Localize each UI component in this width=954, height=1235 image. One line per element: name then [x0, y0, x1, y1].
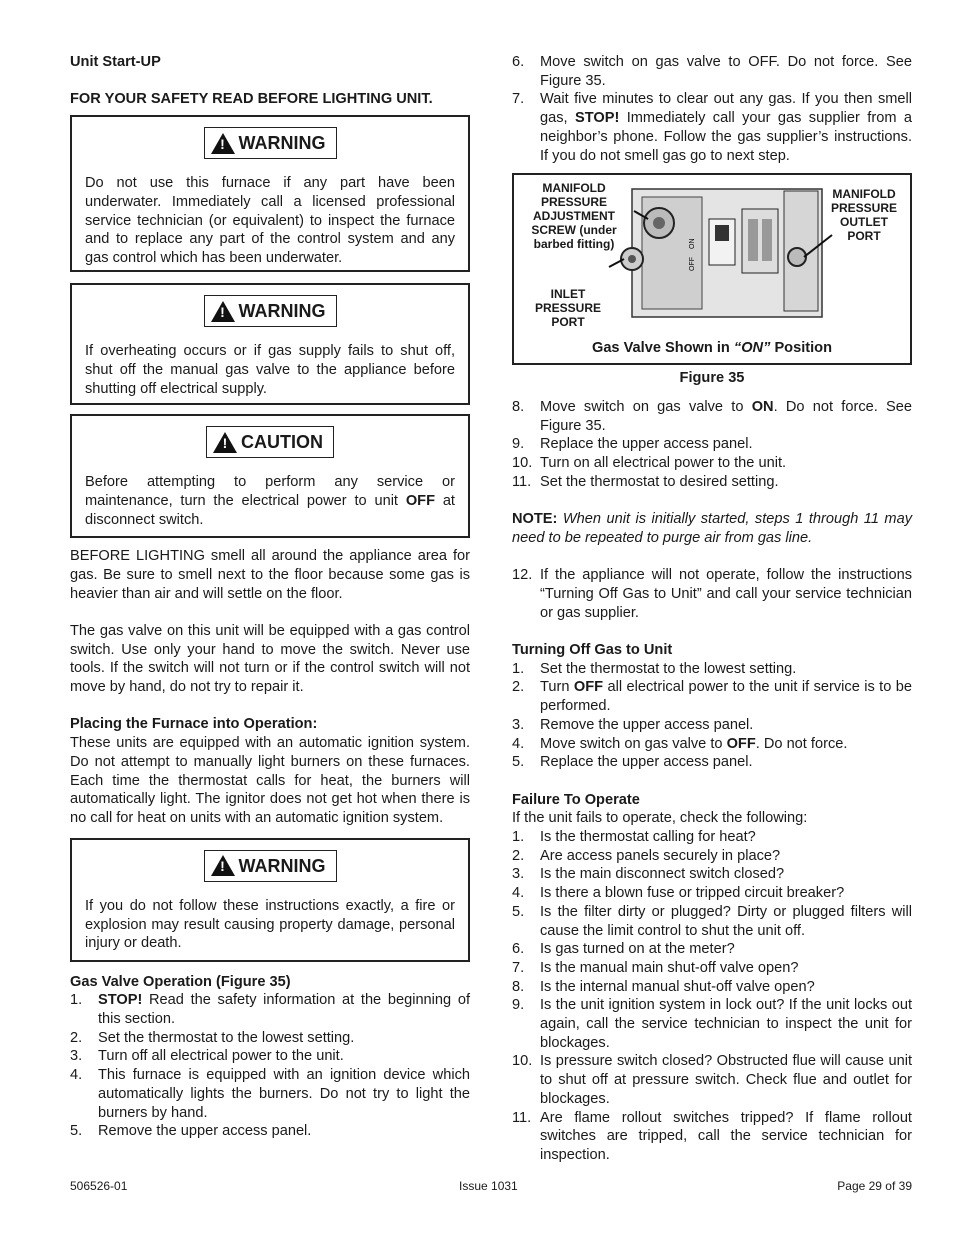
list-item: 9. Replace the upper access panel.: [512, 436, 753, 453]
warning-badge: ! WARNING: [204, 127, 337, 159]
turnoff-heading: Turning Off Gas to Unit: [512, 642, 673, 659]
before-lighting-paragraph: BEFORE LIGHTING smell all around the appliance area for gas. Be sure to smell next to the floor because some gas is heavier than air and will settle on the floor.: [70, 548, 470, 602]
list-item: 5. Is the filter dirty or plugged? Dirty or plugged filters will cause the limit control to shut the unit off.: [512, 903, 912, 939]
list-item: 7. Is the manual main shut-off valve open?: [512, 959, 799, 976]
list-item: 10. Is pressure switch closed? Obstructed flue will cause unit to shut off at pressure switch. Check flue and outlet for blockages.: [512, 1053, 912, 1107]
list-item: 10. Turn on all electrical power to the unit.: [512, 455, 787, 472]
warning-icon: !: [211, 301, 235, 322]
list-item: 5. Replace the upper access panel.: [512, 754, 753, 771]
warning-box-instructions: [70, 838, 470, 962]
list-item: 1. STOP! Read the safety information at the beginning of this section.: [70, 992, 470, 1028]
switch-on-label: ON: [689, 238, 696, 250]
list-item: 9. Is the unit ignition system in lock out? If the unit locks out again, call the service technician to inspect the unit for blockages.: [512, 997, 912, 1051]
list-item: 1. Is the thermostat calling for heat?: [512, 829, 756, 846]
turnoff-steps: [512, 660, 912, 772]
footer-page-number: Page 29 of 39: [837, 1179, 912, 1193]
adjustment-screw-label: MANIFOLD PRESSURE ADJUSTMENT SCREW (under barbed fitting): [531, 181, 617, 252]
failure-heading: Failure To Operate: [512, 791, 640, 808]
placing-paragraph: These units are equipped with an automatic ignition system. Do not attempt to manually light burners on these furnaces. Each time the thermostat calls for heat, the burners will automatically light. The ignitor does not get hot when there is no call for heat on units with an automatic ignition system.: [70, 735, 470, 826]
list-item: 7. Wait five minutes to clear out any gas. If you then smell gas, STOP! Immediately call your gas supplier from a neighbor’s phone. Follow the gas supplier’s instructions. If you do not smell gas go to next step.: [512, 91, 912, 164]
list-item: 6. Is gas turned on at the meter?: [512, 941, 735, 958]
list-item: 1. Set the thermostat to the lowest setting.: [512, 660, 797, 677]
warning-text: If you do not follow these instructions exactly, a fire or explosion may result causing property damage, personal injury or death.: [85, 897, 455, 952]
gas-valve-steps: [70, 991, 470, 1141]
list-item: 8. Move switch on gas valve to ON. Do not force. See Figure 35.: [512, 398, 913, 434]
warning-box-overheating: [70, 283, 470, 405]
list-item: 3. Is the main disconnect switch closed?: [512, 866, 785, 883]
warning-text: If overheating occurs or if gas supply fails to shut off, shut off the manual gas valve to the appliance before shutting off electrical supply.: [85, 343, 455, 397]
gas-valve-figure: [512, 173, 912, 365]
figure-caption: Gas Valve Shown in “ON” Position: [591, 339, 833, 356]
warning-icon: !: [211, 855, 235, 876]
warning-icon: !: [211, 133, 235, 154]
gas-valve-switch-paragraph: The gas valve on this unit will be equipped with a gas control switch. Use only your hand to move the switch. Never use tools. If the switch will not turn or if the control switch will not move by hand, do not try to repair it.: [70, 622, 470, 695]
list-item: 2. Are access panels securely in place?: [512, 847, 781, 864]
inlet-port-label: INLET PRESSURE PORT: [534, 287, 602, 330]
list-item: 4. Is there a blown fuse or tripped circuit breaker?: [512, 885, 845, 902]
failure-intro: If the unit fails to operate, check the following:: [512, 810, 808, 827]
footer-doc-number: 506526-01: [70, 1179, 128, 1193]
placing-heading: Placing the Furnace into Operation:: [70, 716, 318, 733]
switch-off-label: OFF: [689, 257, 696, 272]
left-column: [70, 53, 470, 1141]
section-title: Unit Start-UP: [70, 54, 161, 70]
safety-heading: FOR YOUR SAFETY READ BEFORE LIGHTING UNIT.: [70, 91, 433, 108]
warning-text: Do not use this furnace if any part have been underwater. Immediately call a licensed professional service technician (or equivalent) to inspect the furnace and to replace any part of the control system and any gas control which has been underwater.: [85, 175, 455, 267]
warning-badge: ! WARNING: [204, 295, 337, 327]
list-item: 5. Remove the upper access panel.: [70, 1123, 312, 1140]
list-item: 2. Turn OFF all electrical power to the unit if service is to be performed.: [512, 679, 912, 715]
outlet-port-label: MANIFOLD PRESSURE OUTLET PORT: [830, 187, 898, 244]
list-item: 11. Set the thermostat to desired setting.: [512, 473, 779, 490]
list-item: 12. If the appliance will not operate, follow the instructions “Turning Off Gas to Unit” and call your service technician or gas supplier.: [512, 567, 912, 621]
list-item: 6. Move switch on gas valve to OFF. Do not force. See Figure 35.: [512, 54, 912, 89]
list-item: 4. Move switch on gas valve to OFF. Do not force.: [512, 735, 848, 752]
list-item: 11. Are flame rollout switches tripped? If flame rollout switches are tripped, call the service technician for inspection.: [512, 1109, 912, 1163]
caution-text: Before attempting to perform any service or maintenance, turn the electrical power to unit OFF at disconnect switch.: [85, 474, 455, 528]
gas-valve-heading: Gas Valve Operation (Figure 35): [70, 973, 291, 990]
right-column: [512, 53, 912, 1165]
list-item: 2. Set the thermostat to the lowest setting.: [70, 1029, 355, 1046]
list-item: 8. Is the internal manual shut-off valve open?: [512, 978, 815, 995]
list-item: 3. Remove the upper access panel.: [512, 716, 754, 733]
warning-badge: ! WARNING: [204, 850, 337, 882]
list-item: 3. Turn off all electrical power to the unit.: [70, 1048, 344, 1065]
caution-icon: !: [213, 432, 237, 453]
list-item: 4. This furnace is equipped with an ignition device which automatically lights the burners. Do not try to light the burners by hand.: [70, 1067, 470, 1121]
note: NOTE: When unit is initially started, steps 1 through 11 may need to be repeated to purge air from gas line.: [512, 511, 912, 546]
caution-box: [70, 414, 470, 538]
footer-issue: Issue 1031: [459, 1179, 518, 1193]
warning-box-underwater: [70, 115, 470, 272]
figure-number: Figure 35: [679, 370, 745, 387]
caution-badge: ! CAUTION: [206, 426, 334, 458]
failure-steps: [512, 828, 912, 1165]
